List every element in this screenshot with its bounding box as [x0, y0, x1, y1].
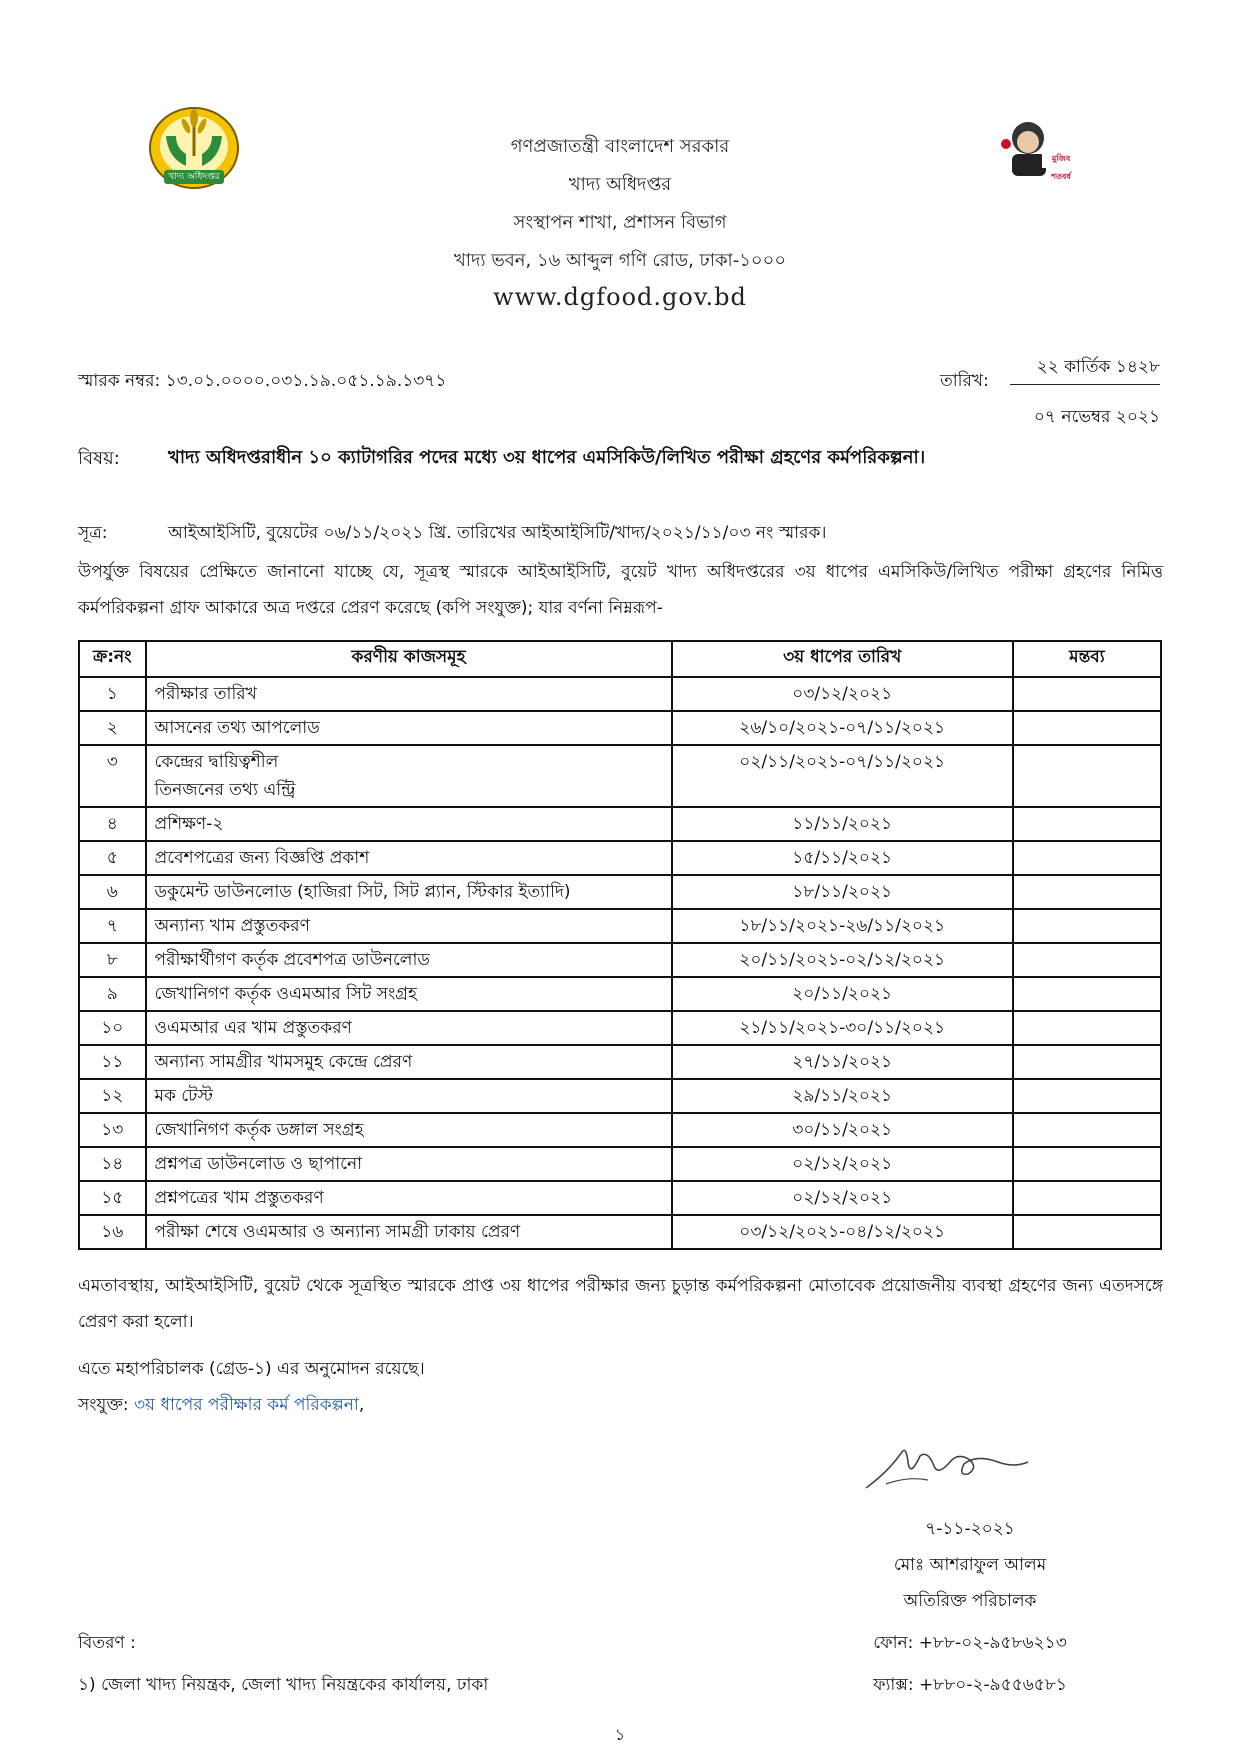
table-row: [79, 807, 1161, 841]
task-line-2: তিনজনের তথ্য এন্ট্রি: [154, 780, 296, 800]
note-cell: [1013, 977, 1161, 1011]
task-cell: [146, 745, 672, 807]
serial-cell: ৭: [79, 909, 146, 943]
serial-cell: ৬: [79, 875, 146, 909]
note-cell: [1013, 1113, 1161, 1147]
serial-cell: ৯: [79, 977, 146, 1011]
serial-cell: ১৩: [79, 1113, 146, 1147]
table-row: [79, 1045, 1161, 1079]
signature-scribble-icon: [858, 1432, 1038, 1502]
serial-cell: ১০: [79, 1011, 146, 1045]
table-row: [79, 745, 1161, 807]
signatory-phone: ফোন: +৮৮-০২-৯৫৮৬২১৩: [873, 1633, 1067, 1653]
note-cell: [1013, 841, 1161, 875]
section-name: সংস্থাপন শাখা, প্রশাসন বিভাগ: [513, 212, 727, 233]
serial-cell: ৩: [79, 745, 146, 807]
task-cell: প্রশ্নপত্র ডাউনলোড ও ছাপানো: [146, 1147, 672, 1181]
date-cell: ৩০/১১/২০২১: [672, 1113, 1013, 1147]
subject-label: বিষয়:: [78, 448, 120, 469]
serial-cell: ১৬: [79, 1215, 146, 1249]
task-cell: প্রশ্নপত্রের খাম প্রস্তুতকরণ: [146, 1181, 672, 1215]
date-cell: ০২/১২/২০২১: [672, 1147, 1013, 1181]
serial-cell: ১: [79, 677, 146, 711]
note-cell: [1013, 1079, 1161, 1113]
distribution-label: বিতরণ :: [78, 1633, 136, 1653]
note-cell: [1013, 1011, 1161, 1045]
serial-cell: ১২: [79, 1079, 146, 1113]
note-cell: [1013, 745, 1161, 807]
table-row: [79, 711, 1161, 745]
header-note: মন্তব্য: [1013, 641, 1161, 677]
header-date: ৩য় ধাপের তারিখ: [672, 641, 1013, 677]
table-row: [79, 1147, 1161, 1181]
attachment-suffix: ,: [358, 1395, 365, 1415]
note-cell: [1013, 711, 1161, 745]
date-cell: ১৮/১১/২০২১-২৬/১১/২০২১: [672, 909, 1013, 943]
intro-paragraph: উপর্যুক্ত বিষয়ের প্রেক্ষিতে জানানো যাচ্ছে যে, সূত্রস্থ স্মারকে আইআইসিটি, বুয়েট খাদ্য অধিদপ্তরের ৩য় ধাপের এমসিকিউ/লিখিত পরীক্ষা গ্রহণের নিমিত্ত কর্মপরিকল্পনা গ্রাফ আকারে অত্র দপ্তরে প্রেরণ করেছে (কপি সংযুক্ত); যার বর্ণনা নিম্নরূপ-: [78, 562, 1163, 618]
serial-cell: ৫: [79, 841, 146, 875]
table-row: [79, 677, 1161, 711]
task-cell: ডকুমেন্ট ডাউনলোড (হাজিরা সিট, সিট প্ল্যান, স্টিকার ইত্যাদি): [146, 875, 672, 909]
attachment-line: [78, 1392, 364, 1420]
approval-note: এতে মহাপরিচালক (গ্রেড-১) এর অনুমোদন রয়েছে।: [78, 1359, 425, 1379]
note-cell: [1013, 807, 1161, 841]
date-cell: ০৩/১২/২০২১: [672, 677, 1013, 711]
date-cell: ০৩/১২/২০২১-০৪/১২/২০২১: [672, 1215, 1013, 1249]
date-cell: ২৯/১১/২০২১: [672, 1079, 1013, 1113]
date-cell: ২০/১১/২০২১: [672, 977, 1013, 1011]
header-task: করণীয় কাজসমূহ: [146, 641, 672, 677]
attachment-label: সংযুক্ত:: [78, 1395, 129, 1415]
task-cell: অন্যান্য সামগ্রীর খামসমুহ কেন্দ্রে প্রেরণ: [146, 1045, 672, 1079]
task-cell: জেখানিগণ কর্তৃক ডঙ্গাল সংগ্রহ: [146, 1113, 672, 1147]
date-label: তারিখ:: [940, 371, 989, 391]
table-row: [79, 1079, 1161, 1113]
website-link[interactable]: www.dgfood.gov.bd: [493, 283, 747, 311]
note-cell: [1013, 943, 1161, 977]
serial-cell: ২: [79, 711, 146, 745]
closing-paragraph: এমতাবস্থায়, আইআইসিটি, বুয়েট থেকে সূত্রস্থিত স্মারকে প্রাপ্ত ৩য় ধাপের পরীক্ষার জন্য চুড়ান্ত কর্মপরিকল্পনা মোতাবেক প্রয়োজনীয় ব্যবস্থা গ্রহণের জন্য এতদসঙ্গে প্রেরণ করা হলো।: [78, 1276, 1163, 1332]
date-cell: ১৫/১১/২০২১: [672, 841, 1013, 875]
government-title: গণপ্রজাতন্ত্রী বাংলাদেশ সরকার: [510, 136, 730, 157]
mujib-100-logo-text: মুজিব শতবর্ষ: [1051, 154, 1071, 181]
table-row: [79, 841, 1161, 875]
date-cell: ১১/১১/২০২১: [672, 807, 1013, 841]
task-cell: আসনের তথ্য আপলোড: [146, 711, 672, 745]
note-cell: [1013, 1215, 1161, 1249]
note-cell: [1013, 1045, 1161, 1079]
attachment-link[interactable]: ৩য় ধাপের পরীক্ষার কর্ম পরিকল্পনা: [134, 1395, 359, 1415]
table-row: [79, 1113, 1161, 1147]
date-cell: ২৬/১০/২০২১-০৭/১১/২০২১: [672, 711, 1013, 745]
task-cell: পরীক্ষার তারিখ: [146, 677, 672, 711]
task-cell: প্রবেশপত্রের জন্য বিজ্ঞপ্তি প্রকাশ: [146, 841, 672, 875]
date-cell: ১৮/১১/২০২১: [672, 875, 1013, 909]
date-cell: ০২/১১/২০২১-০৭/১১/২০২১: [672, 745, 1013, 807]
serial-cell: ১৫: [79, 1181, 146, 1215]
date-bengali: ২২ কার্তিক ১৪২৮: [1010, 354, 1160, 385]
signature-date: ৭-১১-২০২১: [925, 1519, 1015, 1539]
task-cell: পরীক্ষা শেষে ওএমআর ও অন্যান্য সামগ্রী ঢাকায় প্রেরণ: [146, 1215, 672, 1249]
date-cell: ২০/১১/২০২১-০২/১২/২০২১: [672, 943, 1013, 977]
table-row: [79, 909, 1161, 943]
date-cell: ২৭/১১/২০২১: [672, 1045, 1013, 1079]
reference-label: সূত্র:: [78, 523, 108, 543]
task-cell: মক টেস্ট: [146, 1079, 672, 1113]
distribution-item: ১) জেলা খাদ্য নিয়ন্ত্রক, জেলা খাদ্য নিয়ন্ত্রকের কার্যালয়, ঢাকা: [78, 1675, 489, 1695]
task-cell: পরীক্ষার্থীগণ কর্তৃক প্রবেশপত্র ডাউনলোড: [146, 943, 672, 977]
signature: [858, 1432, 1038, 1502]
task-cell: প্রশিক্ষণ-২: [146, 807, 672, 841]
food-department-logo-text: খাদ্য অধিদপ্তর: [168, 172, 220, 182]
reference-text: আইআইসিটি, বুয়েটের ০৬/১১/২০২১ খ্রি. তারিখের আইআইসিটি/খাদ্য/২০২১/১১/০৩ নং স্মারক।: [168, 523, 827, 543]
table-row: [79, 1011, 1161, 1045]
header-serial: ক্র:নং: [79, 641, 146, 677]
table-row: [79, 875, 1161, 909]
serial-cell: ১৪: [79, 1147, 146, 1181]
schedule-table: [78, 640, 1162, 1250]
subject-text: খাদ্য অধিদপ্তরাধীন ১০ ক্যাটাগরির পদের মধ্যে ৩য় ধাপের এমসিকিউ/লিখিত পরীক্ষা গ্রহণের কর্মপরিকল্পনা।: [168, 447, 926, 468]
signatory-designation: অতিরিক্ত পরিচালক: [903, 1591, 1037, 1611]
signatory-name: মোঃ আশরাফুল আলম: [893, 1555, 1047, 1575]
memo-number: স্মারক নম্বর: ১৩.০১.০০০০.০৩১.১৯.০৫১.১৯.১৩৭১: [78, 371, 447, 391]
department-name: খাদ্য অধিদপ্তর: [568, 174, 672, 195]
task-cell: জেখানিগণ কর্তৃক ওএমআর সিট সংগ্রহ: [146, 977, 672, 1011]
date-cell: ২১/১১/২০২১-৩০/১১/২০২১: [672, 1011, 1013, 1045]
note-cell: [1013, 1147, 1161, 1181]
task-cell: ওএমআর এর খাম প্রস্তুতকরণ: [146, 1011, 672, 1045]
note-cell: [1013, 875, 1161, 909]
serial-cell: ১১: [79, 1045, 146, 1079]
table-row: [79, 1215, 1161, 1249]
table-row: [79, 943, 1161, 977]
table-header-row: [79, 641, 1161, 677]
office-address: খাদ্য ভবন, ১৬ আব্দুল গণি রোড, ঢাকা-১০০০: [453, 250, 787, 271]
note-cell: [1013, 677, 1161, 711]
serial-cell: ৪: [79, 807, 146, 841]
task-line-1: কেন্দ্রের দ্বায়িত্বশীল: [154, 752, 279, 772]
serial-cell: ৮: [79, 943, 146, 977]
table-row: [79, 977, 1161, 1011]
page-number: ১: [614, 1725, 626, 1744]
note-cell: [1013, 1181, 1161, 1215]
table-row: [79, 1181, 1161, 1215]
date-cell: ০২/১২/২০২১: [672, 1181, 1013, 1215]
note-cell: [1013, 909, 1161, 943]
task-cell: অন্যান্য খাম প্রস্তুতকরণ: [146, 909, 672, 943]
signatory-fax: ফ্যাক্স: +৮৮০-২-৯৫৫৬৫৮১: [873, 1675, 1067, 1695]
date-english: ০৭ নভেম্বর ২০২১: [1033, 407, 1160, 427]
